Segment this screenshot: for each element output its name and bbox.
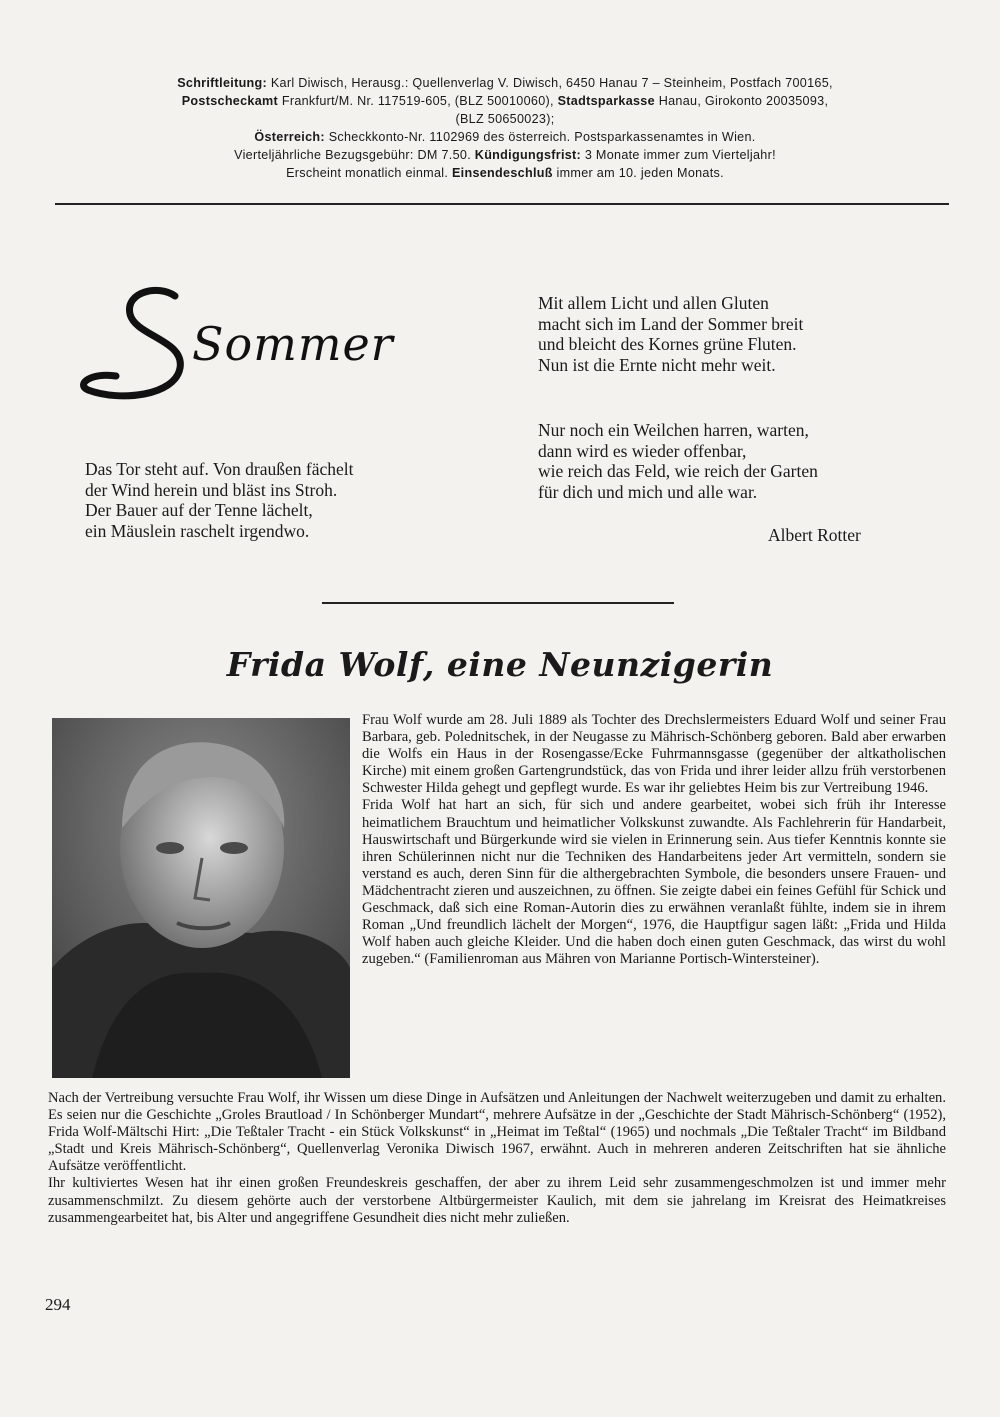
poem-line: Mit allem Licht und allen Gluten bbox=[538, 293, 769, 313]
masthead-text: Vierteljährliche Bezugsgebühr: DM 7.50. bbox=[234, 148, 475, 162]
poem-line: dann wird es wieder offenbar, bbox=[538, 440, 747, 461]
masthead-text: immer am 10. jeden Monats. bbox=[552, 166, 724, 180]
article-paragraph: Frau Wolf wurde am 28. Juli 1889 als Tochter des Drechslermeisters Eduard Wolf und seiner Frau Barbara, geb. Polednitschek, in der Neugasse zu Mährisch-Schönberg geboren. Bald aber erwarben die Wolfs ein Haus in der Rosengasse/Ecke Fuhrmannsgasse (gegenüber der altkatholischen Kirche) mit einem großen Gartengrundstück, das von Frida und ihrer leider allzu früh verstorbenen Schwester Hilda gehegt und gepflegt wurde. Es war ihr geliebtes Heim bis zur Vertreibung 1946. bbox=[362, 712, 946, 797]
article-paragraph: Frida Wolf hat hart an sich, für sich und andere gearbeitet, wobei sich früh ihr Interesse heimatlichem Brauchtum und heimatlicher Volkskunst zuwandte. Als Fachlehrerin für Handarbeit, Hauswirtschaft und Bürgerkunde wird sie vielen in Erinnerung sein. Aus tiefer Kenntnis konnte sie ihren Schülerinnen nicht nur die Techniken des Handarbeitens jeder Art vermitteln, sondern sie verstand es auch, deren Sinn für die althergebrachten Symbole, die besonders unsere Frauen- und Mädchentracht zieren und auszeichnen, zu öffnen. Sie zeigte dabei ein feines Gefühl für Schick und Geschmack, daß sich eine Roman-Autorin dies zu erwähnen veranlaßt fühlte, indem sie in ihrem Roman „Und freundlich lächelt der Morgen“, 1976, die Hauptfigur sagen läßt: „Frida und Hilda Wolf haben auch gleiche Kleider. Und die haben doch einen guten Geschmack, das wirst du wohl zugeben.“ (Familienroman aus Mähren von Marianne Portisch-Wintersteiner). bbox=[362, 797, 946, 968]
poem-stanza-2 bbox=[538, 293, 803, 375]
poem-author: Albert Rotter bbox=[768, 525, 861, 545]
poem-line: der Wind herein und bläst ins Stroh. bbox=[85, 479, 338, 500]
masthead-text: (BLZ 50650023); bbox=[455, 112, 555, 126]
masthead-text: 3 Monate immer zum Vierteljahr! bbox=[581, 148, 776, 162]
poem-title-text: Sommer bbox=[192, 317, 394, 371]
header-rule bbox=[55, 203, 949, 205]
poem-line: und bleicht des Kornes grüne Fluten. bbox=[538, 334, 797, 354]
masthead-text: Hanau, Girokonto 20035093, bbox=[654, 94, 829, 108]
masthead-label: Stadtsparkasse bbox=[557, 94, 655, 108]
article-body-column bbox=[362, 712, 946, 968]
article-title: Frida Wolf, eine Neunzigerin bbox=[226, 645, 774, 684]
masthead-label: Kündigungsfrist: bbox=[474, 148, 582, 162]
portrait-photo bbox=[52, 718, 350, 1078]
masthead-label: Österreich: bbox=[254, 130, 325, 144]
masthead-label: Einsendeschluß bbox=[451, 166, 553, 180]
section-divider bbox=[322, 602, 674, 604]
article-body-full bbox=[48, 1090, 946, 1227]
poem-line: Nun ist die Ernte nicht mehr weit. bbox=[538, 354, 776, 375]
page-number: 294 bbox=[45, 1295, 71, 1314]
poem-line: für dich und mich und alle war. bbox=[538, 481, 758, 502]
masthead-label: Postscheckamt bbox=[181, 94, 279, 108]
masthead-text: Karl Diwisch, Herausg.: Quellenverlag V. Diwisch, 6450 Hanau 7 – Steinheim, Postfach 700165, bbox=[267, 76, 833, 90]
masthead-text: Scheckkonto-Nr. 1102969 des österreich. Postsparkassenamtes in Wien. bbox=[324, 130, 756, 144]
poem-title bbox=[80, 280, 440, 410]
poem-line: Der Bauer auf der Tenne lächelt, bbox=[85, 500, 313, 520]
masthead-text: Frankfurt/M. Nr. 117519-605, (BLZ 50010060), bbox=[278, 94, 558, 108]
poem-line: wie reich das Feld, wie reich der Garten bbox=[538, 461, 818, 481]
masthead-label: Schriftleitung: bbox=[177, 76, 268, 90]
poem-stanza-3 bbox=[538, 420, 818, 502]
poem-stanza-1 bbox=[85, 459, 354, 541]
poem-line: ein Mäuslein raschelt irgendwo. bbox=[85, 520, 310, 541]
poem-line: Das Tor steht auf. Von draußen fächelt bbox=[85, 459, 354, 479]
masthead-text: Erscheint monatlich einmal. bbox=[286, 166, 452, 180]
article-paragraph: Ihr kultiviertes Wesen hat ihr einen großen Freundeskreis geschaffen, der aber zu ihrem Leid sehr zusammengeschmolzen ist und immer mehr zusammenschmilzt. Zu diesem gehörte auch der verstorbene Altbürgermeister Kaulich, mit dem sie jahrelang im Kreisrat des Heimatkreises zusammengearbeitet hat, bis Alter und angegriffene Gesundheit dies nicht mehr zuließen. bbox=[48, 1175, 946, 1226]
article-paragraph: Nach der Vertreibung versuchte Frau Wolf, ihr Wissen um diese Dinge in Aufsätzen und Anleitungen der Nachwelt weiterzugeben und damit zu erhalten. Es seien nur die Geschichte „Groles Brautload / In Schönberger Mundart“, mehrere Aufsätze in der „Geschichte der Stadt Mährisch-Schönberg“ (1952), Frida Wolf-Mältschi Hirt: „Die Teßtaler Tracht - ein Stück Volkskunst“ in „Heimat im Teßtal“ (1965) und nochmals „Die Teßtaler Tracht“ im Bildband „Stadt und Kreis Mährisch-Schönberg“, Quellenverlag Veronika Diwisch 1967, erwähnt. Auch in mehreren anderen Zeitschriften hat sie ähnliche Aufsätze veröffentlicht. bbox=[48, 1090, 946, 1175]
poem-line: Nur noch ein Weilchen harren, warten, bbox=[538, 420, 809, 440]
poem-line: macht sich im Land der Sommer breit bbox=[538, 313, 804, 334]
masthead bbox=[55, 74, 955, 182]
